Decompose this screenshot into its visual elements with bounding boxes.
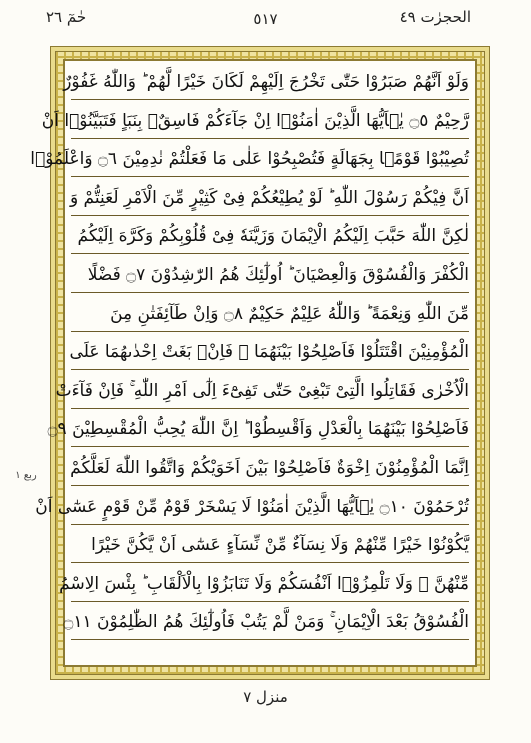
text-line: تُصِيْبُوْا قَوْمًۢا بِجَهَالَةٍ فَتُصْبِحُوْا عَلٰى مَا فَعَلْتُمْ نٰدِمِيْنَ ۝٦ وَاعْلَمُوْۤا [71, 142, 469, 177]
text-lines [30, 65, 469, 661]
text-line: فَاَصْلِحُوْا بَيْنَهُمَا بِالْعَدْلِ وَاَقْسِطُوْا ؕ اِنَّ اللّٰهَ يُحِبُّ الْمُقْسِطِيْنَ ۝٩ [71, 412, 469, 447]
juz-label: حٰمٓ ٢٦ [46, 8, 87, 26]
text-line: الْفُسُوْقُ بَعْدَ الْاِيْمَانِ ۚ وَمَنْ لَّمْ يَتُبْ فَاُولٰٓئِكَ هُمُ الظّٰلِمُوْنَ ۝١١ [71, 605, 469, 640]
manzil-label: منزل ٧ [243, 688, 288, 706]
text-line: اِنَّمَا الْمُؤْمِنُوْنَ اِخْوَةٌ فَاَصْلِحُوْا بَيْنَ اَخَوَيْكُمْ وَاتَّقُوا اللّٰهَ لَعَلَّكُمْ [71, 451, 469, 486]
text-line: وَلَوْ اَنَّهُمْ صَبَرُوْا حَتّٰى تَخْرُجَ اِلَيْهِمْ لَكَانَ خَيْرًا لَّهُمْ ؕ وَاللّٰهُ غَفُوْرٌ [71, 65, 469, 100]
text-line: تُرْحَمُوْنَ ۝١٠ يٰۤاَيُّهَا الَّذِيْنَ اٰمَنُوْا لَا يَسْخَرْ قَوْمٌ مِّنْ قَوْمٍ عَسٰٓى اَنْ [71, 490, 469, 525]
text-line: مِّنْهُنَّ ۚ وَلَا تَلْمِزُوْۤا اَنْفُسَكُمْ وَلَا تَنَابَزُوْا بِالْاَلْقَابِ ؕ بِئْسَ الِاسْمُ [71, 567, 469, 602]
text-line: الْاُخْرٰى فَقَاتِلُوا الَّتِىْ تَبْغِىْ حَتّٰى تَفِىْٓءَ اِلٰٓى اَمْرِ اللّٰهِ ۚ فَاِنْ فَآءَتْ [71, 374, 469, 409]
text-line: الْمُؤْمِنِيْنَ اقْتَتَلُوْا فَاَصْلِحُوْا بَيْنَهُمَا ۚ فَاِنْۢ بَغَتْ اِحْدٰىهُمَا عَلَى [71, 335, 469, 370]
page-number: ٥١٧ [253, 10, 278, 28]
text-line: رَّحِيْمٌ ۝٥ يٰۤاَيُّهَا الَّذِيْنَ اٰمَنُوْۤا اِنْ جَآءَكُمْ فَاسِقٌۢ بِنَبَاٍ فَتَبَيَّنُوْۤا اَنْ [71, 104, 469, 139]
margin-note: ربع ١ [15, 470, 37, 481]
text-area [30, 59, 477, 667]
text-line: لٰكِنَّ اللّٰهَ حَبَّبَ اِلَيْكُمُ الْاِيْمَانَ وَزَيَّنَهٗ فِىْ قُلُوْبِكُمْ وَكَرَّهَ اِلَيْكُمُ [71, 219, 469, 254]
decorative-frame [30, 46, 490, 680]
page-header [0, 0, 531, 46]
text-line: يَّكُوْنُوْا خَيْرًا مِّنْهُمْ وَلَا نِسَآءٌ مِّنْ نِّسَآءٍ عَسٰٓى اَنْ يَّكُنَّ خَيْرًا [71, 528, 469, 563]
text-line: الْكُفْرَ وَالْفُسُوْقَ وَالْعِصْيَانَ ؕ اُولٰٓئِكَ هُمُ الرّٰشِدُوْنَ ۝٧ فَضْلًا [71, 258, 469, 293]
surah-label: الحجرٰت ٤٩ [399, 8, 471, 26]
text-line: اَنَّ فِيْكُمْ رَسُوْلَ اللّٰهِ ؕ لَوْ يُطِيْعُكُمْ فِىْ كَثِيْرٍ مِّنَ الْاَمْرِ لَعَنِتُّمْ وَ [71, 181, 469, 216]
text-line: مِّنَ اللّٰهِ وَنِعْمَةً ؕ وَاللّٰهُ عَلِيْمٌ حَكِيْمٌ ۝٨ وَاِنْ طَآئِفَتٰنِ مِنَ [71, 297, 469, 332]
